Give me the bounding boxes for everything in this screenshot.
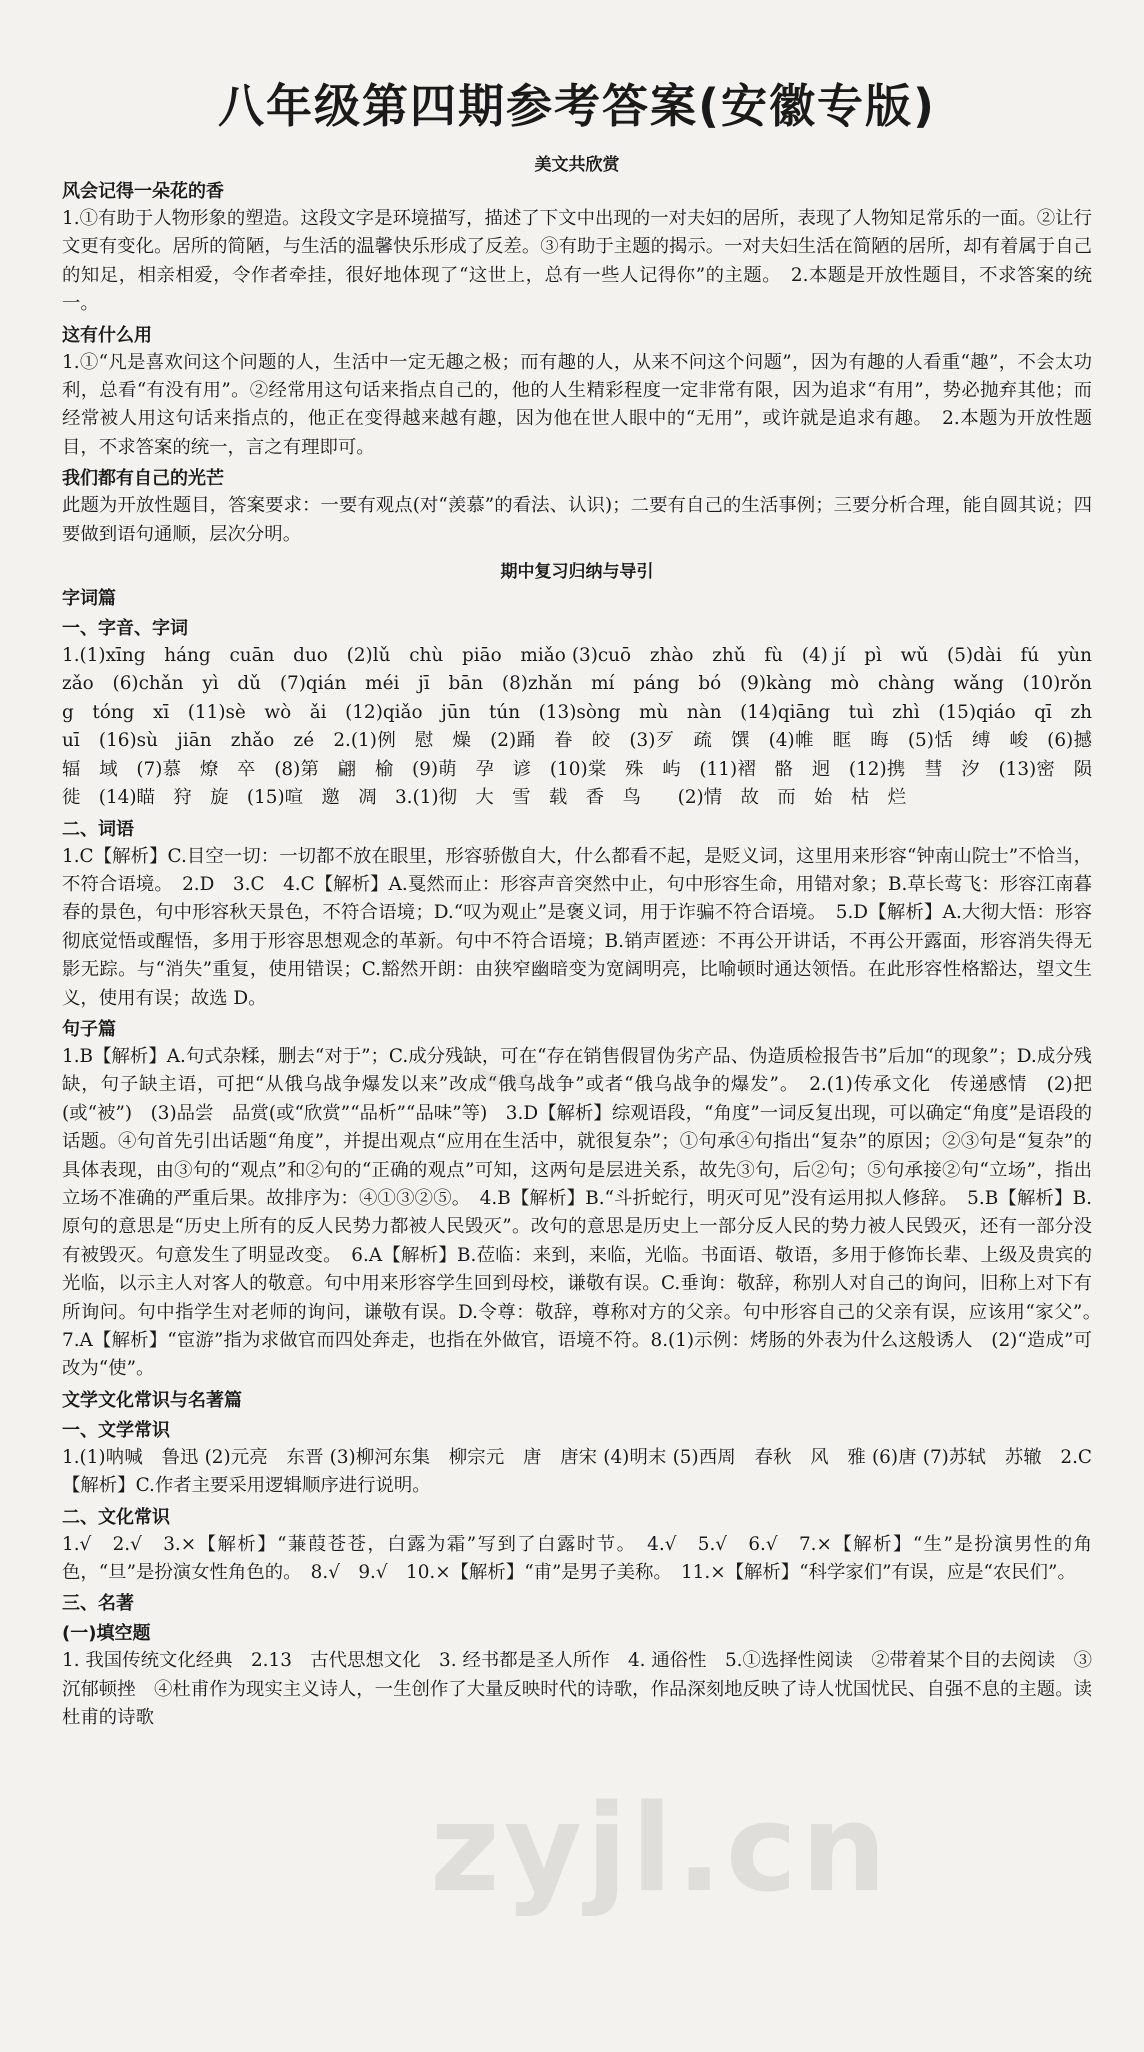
page-title: 八年级第四期参考答案(安徽专版) (217, 79, 937, 133)
heading-own-light: 我们都有自己的光芒 (62, 468, 224, 490)
heading-cultural-knowledge: 二、文化常识 (62, 1506, 170, 1528)
heading-fill-blank: (一)填空题 (62, 1623, 151, 1645)
answer-literary-knowledge: 1.(1)呐喊 鲁迅 (2)元亮 东晋 (3)柳河东集 柳宗元 唐 唐宋 (4)明末 (5)西周 春秋 风 雅 (6)唐 (7)苏轼 苏辙 2.C【解析】C.作者主要采用逻辑顺序进行说明。 (62, 1446, 1092, 1497)
heading-literary-knowledge: 一、文学常识 (62, 1419, 170, 1441)
answer-pronunciation: 1.(1)xīng háng cuān duo (2)lǔ chù piāo miǎo (3)cuō zhào zhǔ fù (4) jí pì wǔ (5)dài fú yùn zǎo (6)chǎn yì dǔ (7)qián méi jī bān (8)zhǎn mí páng bó (9)kàng mò chàng wǎng (10)rǒng tóng xī (11)sè wò ǎi (12)qiǎo jūn tún (13)sòng mù nàn (14)qiāng tuì zhì (15)qiáo qī zhuī (16)sù jiān zhǎo zé 2.(1)例 慰 燥 (2)踊 眷 皎 (3)歹 疏 馔 (4)帷 眶 晦 (5)恬 缚 峻 (6)撼 辐 域 (7)慕 燎 卒 (8)第 翩 榆 (9)萌 孕 谚 (10)棠 殊 屿 (11)褶 骼 迥 (12)携 彗 汐 (13)密 陨 徙 (14)瞄 狩 旋 (15)喧 邀 凋 3.(1)彻 大 雪 载 香 鸟 (2)情 故 而 始 枯 烂 (62, 645, 1111, 809)
heading-literature-culture: 文学文化常识与名著篇 (62, 1389, 242, 1411)
answer-sentences: 1.B【解析】A.句式杂糅，删去“对于”；C.成分残缺，可在“存在销售假冒伪劣产品、伪造质检报告书”后加“的现象”；D.成分残缺，句子缺主语，可把“从俄乌战争爆发以来”改成“俄乌战争”或者“俄乌战争的爆发”。 2.(1)传承文化 传递感情 (2)把(或“被”) (3)品尝 品赏(或“欣赏”“品析”“品味”等) 3.D【解析】综观语段，“角度”一词反复出现，可以确定“角度”是语段的话题。④句首先引出话题“角度”，并提出观点“应用在生活中，就很复杂”；①句承④句指出“复杂”的原因；②③句是“复杂”的具体表现，由③句的“观点”和②句的“正确的观点”可知，这两句是层进关系，故先③句，后②句；⑤句承接②句“立场”，指出立场不准确的严重后果。故排序为：④①③②⑤。 4.B【解析】B.“斗折蛇行，明灭可见”没有运用拟人修辞。 5.B【解析】B.原句的意思是“历史上所有的反人民势力都被人民毁灭”。改句的意思是历史上一部分反人民的势力被人民毁灭，还有一部分没有被毁灭。句意发生了明显改变。 6.A【解析】B.莅临：来到，来临，光临。书面语、敬语，多用于修饰长辈、上级及贵宾的光临，以示主人对客人的敬意。句中用来形容学生回到母校，谦敬有误。C.垂询：敬辞，称别人对自己的询问，旧称上对下有所询问。句中指学生对老师的询问，谦敬有误。D.令尊：敬辞，尊称对方的父亲。句中形容自己的父亲有误，应该用“家父”。 7.A【解析】“宦游”指为求做官而四处奔走，也指在外做官，语境不符。8.(1)示例：烤肠的外表为什么这般诱人 (2)“造成”可改为“使”。 (62, 1045, 1111, 1380)
answer-flower-fragrance: 1.①有助于人物形象的塑造。这段文字是环境描写，描述了下文中出现的一对夫妇的居所，表现了人物知足常乐的一面。②让行文更有变化。居所的简陋，与生活的温馨快乐形成了反差。③有助于主题的揭示。一对夫妇生活在简陋的居所，却有着属于自己的知足，相亲相爱，令作者牵挂，很好地体现了“这世上，总有一些人记得你”的主题。 2.本题是开放性题目，不求答案的统一。 (62, 208, 1092, 315)
heading-sentences: 句子篇 (62, 1018, 116, 1040)
heading-vocabulary: 二、词语 (62, 818, 134, 840)
heading-flower-fragrance: 风会记得一朵花的香 (62, 181, 224, 202)
answer-vocabulary: 1.C【解析】C.目空一切：一切都不放在眼里，形容骄傲自大，什么都看不起，是贬义词，这里用来形容“钟南山院士”不恰当，不符合语境。 2.D 3.C 4.C【解析】A.戛然而止：形容声音突然中止，句中形容生命，用错对象；B.草长莺飞：形容江南暮春的景色，句中形容秋天景色，不符合语境；D.“叹为观止”是褒义词，用于诈骗不符合语境。 5.D【解析】A.大彻大悟：形容彻底觉悟或醒悟，多用于形容思想观念的革新。句中不符合语境；B.销声匿迹：不再公开讲话，不再公开露面，形容消失得无影无踪。与“消失”重复，使用错误；C.豁然开朗：由狭窄幽暗变为宽阔明亮，比喻顿时通达领悟。在此形容性格豁达，望文生义，使用有误；故选 D。 (62, 845, 1092, 1009)
answer-own-light: 此题为开放性题目，答案要求：一要有观点(对“羡慕”的看法、认识)；二要有自己的生活事例；三要分析合理，能自圆其说；四要做到语句通顺，层次分明。 (62, 495, 1092, 545)
watermark-logo: zyjl.cn (430, 1780, 891, 1919)
answer-what-use: 1.①“凡是喜欢问这个问题的人，生活中一定无趣之极；而有趣的人，从来不问这个问题”，因为有趣的人看重“趣”，不会太功利，总看“有没有用”。②经常用这句话来指点自己的，他的人生精彩程度一定非常有限，因为追求“有用”，势必抛弃其他；而经常被人用这句话来指点的，他正在变得越来越有趣，因为他在世人眼中的“无用”，或许就是追求有趣。 2.本题为开放性题目，不求答案的统一，言之有理即可。 (62, 351, 1092, 458)
heading-pronunciation: 一、字音、字词 (62, 618, 188, 640)
watermark-logo-mid: ⌣ (470, 1000, 543, 1128)
answer-page (62, 70, 1111, 1733)
answer-fill-blank: 1. 我国传统文化经典 2.13 古代思想文化 3. 经书都是圣人所作 4. 通俗性 5.①选择性阅读 ②带着某个目的去阅读 ③沉郁顿挫 ④杜甫作为现实主义诗人，一生创作了大量反映时代的诗歌，作品深刻地反映了诗人忧国忧民、自强不息的主题。读杜甫的诗歌 (62, 1650, 1092, 1729)
heading-what-use: 这有什么用 (62, 324, 152, 346)
heading-classics: 三、名著 (62, 1593, 134, 1615)
section-title-appreciation: 美文共欣赏 (534, 155, 620, 175)
section-title-midterm-review: 期中复习归纳与导引 (500, 562, 654, 583)
heading-words: 字词篇 (62, 588, 116, 610)
answer-cultural-knowledge: 1.√ 2.√ 3.×【解析】“蒹葭苍苍，白露为霜”写到了白露时节。 4.√ 5.√ 6.√ 7.×【解析】“生”是扮演男性的角色，“旦”是扮演女性角色的。 8.√ 9.√ 10.×【解析】“甫”是男子美称。 11.×【解析】“科学家们”有误，应是“农民们”。 (62, 1533, 1092, 1584)
